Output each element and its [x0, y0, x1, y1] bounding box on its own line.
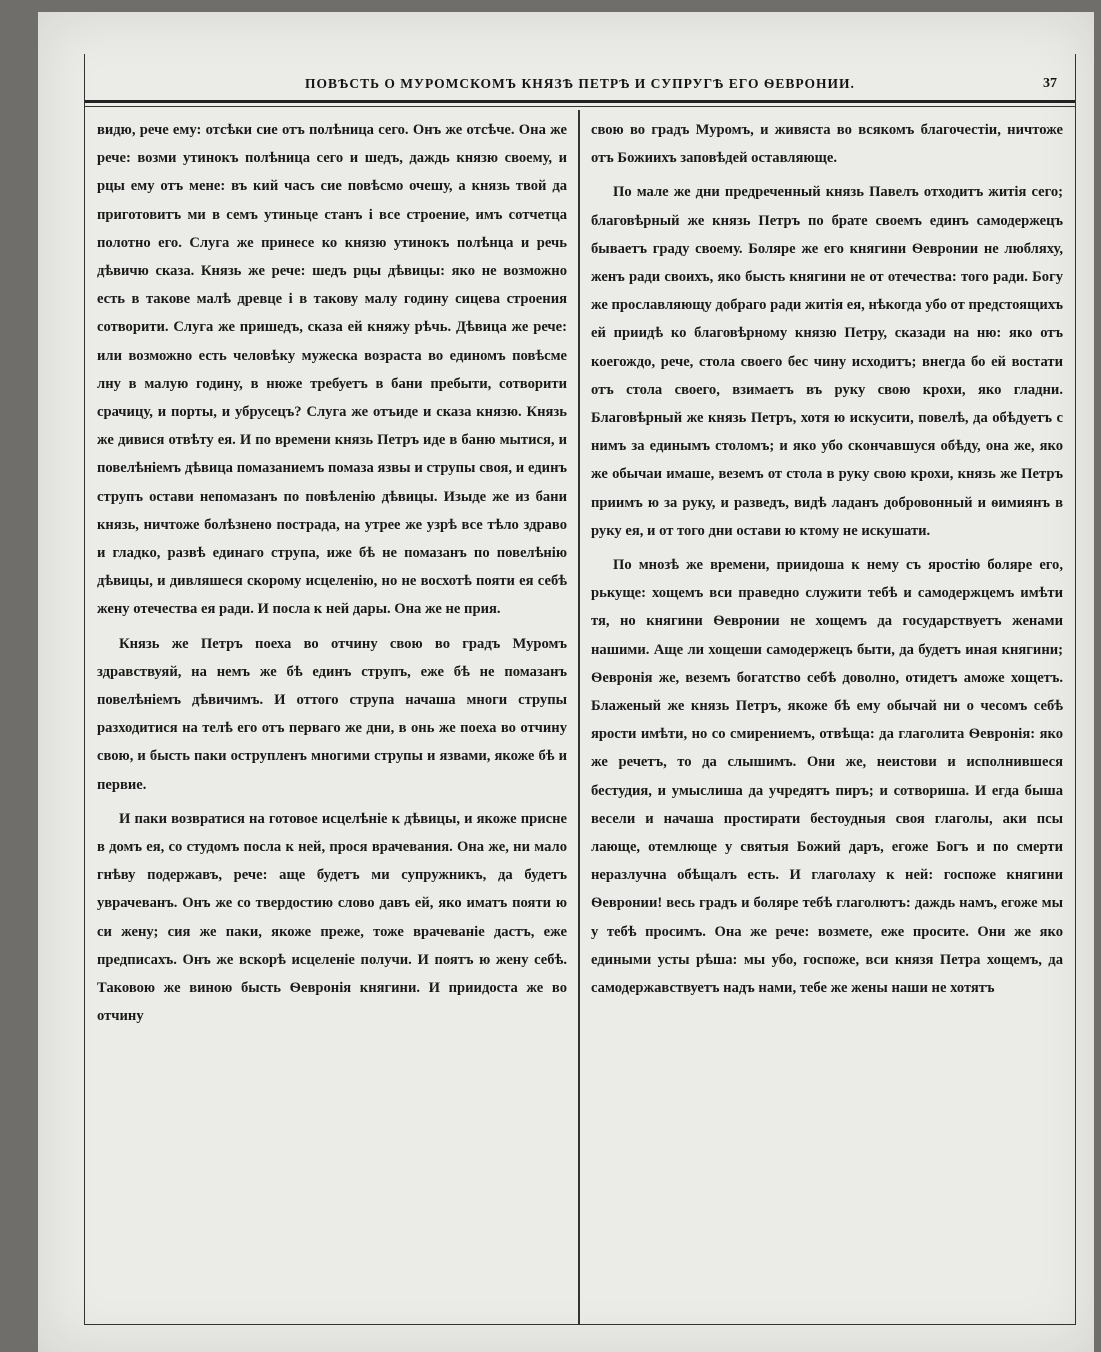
header-rule-thin	[85, 106, 1075, 107]
running-title: ПОВѢСТЬ О МУРОМСКОМЪ КНЯЗѢ ПЕТРѢ И СУПРУГѢ ЕГО ѲЕВРОНИИ.	[305, 76, 855, 91]
book-page	[38, 12, 1094, 1352]
page-frame	[84, 54, 1076, 1325]
paragraph: По мнозѣ же времени, приидоша к нему съ яростію боляре его, рькуще: хощемъ вси праведно служити тебѣ и самодержцемъ имѣти тя, но княгини Ѳевронии не хощемъ да государствуетъ женами нашими. Аще ли хощеши самодержецъ быти, да будетъ иная княгини; Ѳевронія же, веземъ богатство себѣ доволно, отидетъ аможе хощетъ. Блаженый же князь Петръ, якоже бѣ ему обычай ни о чесомъ себѣ ярости имѣти, но со смирениемъ, отвѣща: да глаголита Ѳевронія: яко же речетъ, то да слышимъ. Они же, неистови и исполнившеся бестудия, и умыслиша да учредятъ пиръ; и сотвориша. И егда быша весели и начаша простирати бестоудныя своя глаголы, аки псы лающе, отемлюще у святыя Божий даръ, егоже Богъ и по смерти неразлучна обѣщалъ есть. И глаголаху к ней: госпоже княгини Ѳевронии! весь градъ и боляре тебѣ глаголютъ: даждь намъ, егоже мы у тебѣ просимъ. Она же рече: возмете, еже просите. Они же яко едиными усты рѣша: мы убо, госпоже, вси князя Петра хощемъ, да самодержавствуетъ надъ нами, тебе же жены наши не хотятъ	[591, 557, 1063, 997]
page-number: 37	[1043, 76, 1057, 91]
paragraph: Князь же Петръ поеха во отчину свою во градъ Муромъ здравствуяй, на немъ же бѣ единъ струпъ, еже бѣ не помазанъ повелѣніемъ дѣвичимъ. И оттого струпа начаша многи струпы разходитися на телѣ его отъ перваго же дни, в онь же поеха во отчину свою, и бысть паки острупленъ многими струпы и язвами, якоже бѣ и первие.	[97, 635, 567, 793]
paragraph: свою во градъ Муромъ, и живяста во всякомъ благочестіи, ничтоже отъ Божиихъ заповѣдей оставляюще.	[591, 122, 1063, 167]
paragraph: И паки возвратися на готовое исцелѣніе к дѣвицы, и якоже присне в домъ ея, со студомъ посла к ней, прося врачевания. Она же, ни мало гнѣву подержавъ, рече: аще будетъ ми супружникъ, да будетъ уврачеванъ. Онъ же со твердостию слово давъ ей, яко иматъ пояти ю си жену; сия же паки, якоже преже, тоже врачеваніе дастъ, еже предписахъ. Онъ же вскорѣ исцеленіе получи. И поятъ ю жену себѣ. Таковою же виною бысть Ѳевронія княгини. И приидоста же во отчину	[97, 810, 567, 1025]
paragraph: По мале же дни предреченный князь Павелъ отходитъ житія сего; благовѣрный же князь Петръ по брате своемъ единъ самодержецъ бываетъ граду своему. Боляре же его княгини Ѳевронии не любляху, женъ ради своихъ, яко бысть княгини не от отечества: того ради. Богу же прославляющу добраго ради житія ея, нѣкогда убо от предстоящихъ ей приидѣ ко благовѣрному князю Петру, сказади на ню: яко отъ коегождо, рече, стола своего бес чину исходитъ; внегда бо ей востати отъ стола своего, взимаетъ въ руку свою крохи, яко гладни. Благовѣрный же князь Петръ, хотя ю искусити, повелѣ, да обѣдуетъ с нимъ за единымъ столомъ; и яко убо скончавшуся обѣду, она же, яко же обычаи имаше, веземъ от стола в руку свою крохи, князь же Петръ приимъ ю за руку, и разведъ, видѣ ладанъ добровонный и ѳимиянъ в руку ея, и от того дни остави ю ктому не искушати.	[591, 184, 1063, 539]
right-column	[591, 116, 1063, 1002]
paragraph: видю, рече ему: отсѣки сие отъ полѣница сего. Онъ же отсѣче. Она же рече: возми утинокъ полѣница сего и шедъ, даждь князю своему, и рцы ему отъ мене: въ кий часъ сие повѣсмо очешу, а князь твой да приготовитъ ми в семъ утиньце станъ і все строение, имъ сотчетца полотно его. Слуга же принесе ко князю утинокъ полѣнца и речь дѣвичю сказа. Князь же рече: шедъ рцы дѣвицы: яко не возможно есть в такове малѣ древце і в такову малу годину сицева строения сотворити. Слуга же пришедъ, сказа ей княжу рѣчь. Дѣвица же рече: или возможно есть человѣку мужеска возраста во единомъ повѣсме лну в малую годину, в нюже требуетъ в бани пребыти, сотворити срачицу, и порты, и убрусецъ? Слуга же отъиде и сказа князю. Князь же дивися отвѣту ея. И по времени князь Петръ иде в баню мытися, и повелѣніемъ дѣвица помазаниемъ помаза язвы и струпы своя, и единъ струпъ остави непомазанъ по повѣленію дѣвицы. Изыде же из бани князь, ничтоже болѣзнено пострада, на утрее же узрѣ все тѣло здраво и гладко, развѣ единаго струпа, иже бѣ не помазанъ по повелѣнію дѣвицы, и дивляшеся скорому исцеленію, но не восхотѣ пояти ея себѣ жену отечества ея ради. И посла к ней дары. Она же не прия.	[97, 122, 567, 618]
left-column	[97, 116, 567, 1031]
page-header	[85, 70, 1075, 96]
header-rule-thick	[85, 100, 1075, 103]
column-divider	[578, 110, 580, 1324]
